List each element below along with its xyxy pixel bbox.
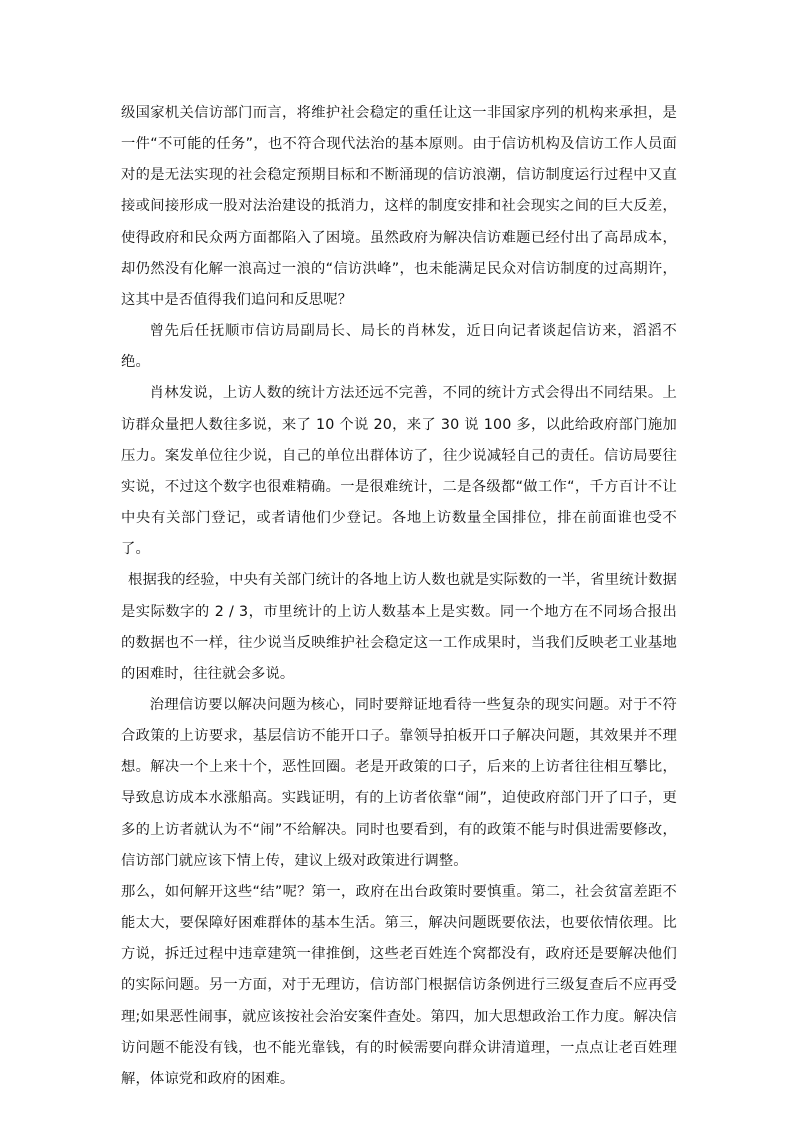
- paragraph-5: 治理信访要以解决问题为核心，同时要辩证地看待一些复杂的现实问题。对于不符合政策的上访要求，基层信访不能开口子。靠领导拍板开口子解决问题，其效果并不理想。解决一个上来十个，恶性回圈。老是开政策的口子，后来的上访者往往相互攀比，导致息访成本水涨船高。实践证明，有的上访者依靠“闹”，迫使政府部门开了口子，更多的上访者就认为不“闹”不给解决。同时也要看到，有的政策不能与时俱进需要修改，信访部门就应该下情上传，建议上级对政策进行调整。: [121, 696, 677, 869]
- document-body: [121, 98, 677, 1095]
- paragraph-1: 级国家机关信访部门而言，将维护社会稳定的重任让这一非国家序列的机构来承担，是一件“不可能的任务”，也不符合现代法治的基本原则。由于信访机构及信访工作人员面对的是无法实现的社会稳定预期目标和不断涌现的信访浪潮，信访制度运行过程中又直接或间接形成一股对法治建设的抵消力，这样的制度安排和社会现实之间的巨大反差，使得政府和民众两方面都陷入了困境。虽然政府为解决信访难题已经付出了高昂成本，却仍然没有化解一浪高过一浪的“信访洪峰”，也未能满足民众对信访制度的过高期许，这其中是否值得我们追问和反思呢？: [121, 105, 677, 308]
- paragraph-3: 肖林发说，上访人数的统计方法还远不完善，不同的统计方式会得出不同结果。上访群众量把人数往多说，来了 10 个说 20，来了 30 说 100 多，以此给政府部门施加压力。案发单位往少说，自己的单位出群体访了，往少说减轻自己的责任。信访局要往实说，不过这个数字也很难精确。一是很难统计，二是各级都“做工作“，千方百计不让中央有关部门登记，或者请他们少登记。各地上访数量全国排位，排在前面谁也受不了。: [121, 385, 677, 558]
- paragraph-6: 那么，如何解开这些“结”呢？第一，政府在出台政策时要慎重。第二，社会贫富差距不能太大，要保障好困难群体的基本生活。第三，解决问题既要依法，也要依情依理。比方说，拆迁过程中违章建筑一律推倒，这些老百姓连个窝都没有，政府还是要解决他们的实际问题。另一方面，对于无理访，信访部门根据信访条例进行三级复查后不应再受理;如果恶性闹事，就应该按社会治安案件查处。第四，加大思想政治工作力度。解决信访问题不能没有钱，也不能光靠钱，有的时候需要向群众讲清道理，一点点让老百姓理解，体谅党和政府的困难。: [121, 883, 677, 1087]
- paragraph-2: 曾先后任抚顺市信访局副局长、局长的肖林发，近日向记者谈起信访来，滔滔不绝。: [121, 323, 677, 371]
- paragraph-4: 根据我的经验，中央有关部门统计的各地上访人数也就是实际数的一半，省里统计数据是实际数字的 2 / 3，市里统计的上访人数基本上是实数。同一个地方在不同场合报出的数据也不一样，往少说当反映维护社会稳定这一工作成果时，当我们反映老工业基地的困难时，往往就会多说。: [121, 572, 677, 682]
